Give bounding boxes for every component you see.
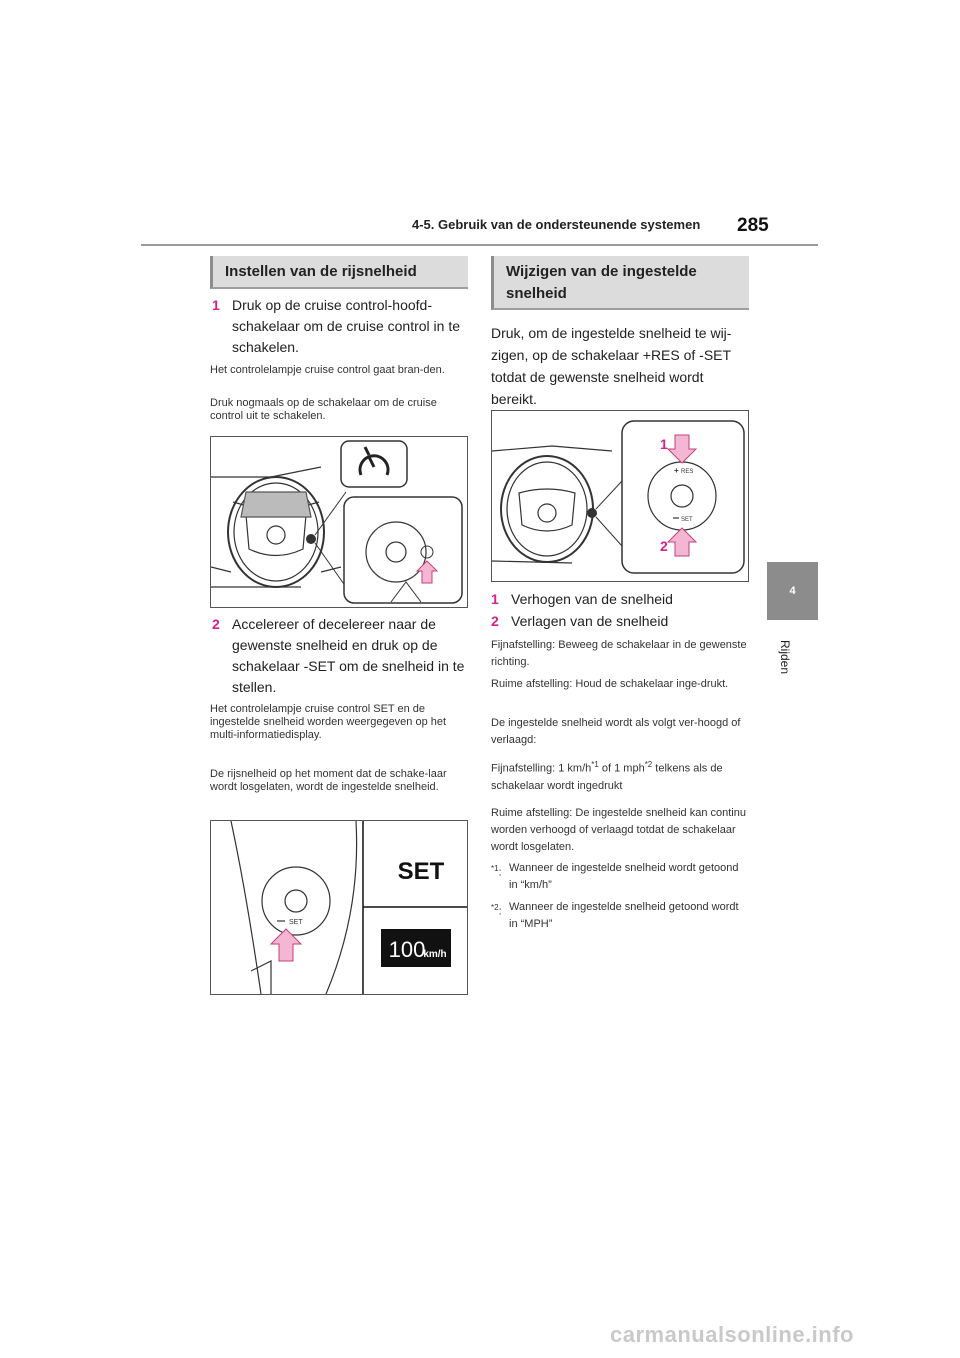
- step-2: [212, 614, 468, 702]
- press-arrow: [271, 929, 301, 961]
- note-increment-intro: De ingestelde snelheid wordt als volgt ver-hoogd of verlaagd:: [491, 717, 741, 746]
- step-text: Druk op de cruise control-hoofd-schakelaar om de cruise control in te schakelen.: [232, 297, 460, 355]
- plus-icon: +: [674, 466, 679, 475]
- figure-main-switch: [210, 436, 468, 608]
- note-fine-increment: Fijnafstelling: 1 $km/h^{*1}$ of 1 mph$^{*2}$ telkens als de schakelaar wordt ingedrukt: [491, 760, 723, 792]
- callout-1: 1: [660, 436, 668, 452]
- step-1: [212, 295, 468, 361]
- legend-item-2: [491, 611, 749, 632]
- legend-item-1: [491, 589, 749, 610]
- note-coarse-continuous: Ruime afstelling: De ingestelde snelheid kan continu worden verhoogd of verlaagd totdat de schakelaar wordt losgelaten.: [491, 807, 746, 853]
- chapter-label: Rijden: [778, 639, 793, 675]
- heading-change-speed: Wijzigen van de ingestelde snelheid: [491, 256, 749, 310]
- legend-number: 1: [491, 591, 499, 607]
- page-number: 285: [737, 215, 769, 236]
- heading-set-speed: Instellen van de rijsnelheid: [210, 256, 468, 289]
- step-text: Accelereer of decelereer naar de gewenste snelheid en druk op de schakelaar -SET om de snelheid in te stellen.: [232, 616, 465, 695]
- note-lamp-on: Het controlelampje cruise control gaat bran-den.: [210, 364, 445, 376]
- note-release-speed: De rijsnelheid op het moment dat de schake-laar wordt losgelaten, wordt de ingestelde snelheid.: [210, 768, 447, 793]
- speed-value: 100: [388, 937, 426, 962]
- figure-set-switch: [210, 820, 468, 995]
- header-divider: [141, 244, 818, 246]
- note-fine-adjust: Fijnafstelling: Beweeg de schakelaar in de gewenste richting.: [491, 639, 747, 668]
- steering-wheel-illustration: [211, 437, 467, 607]
- figure-res-set: [491, 410, 749, 582]
- watermark: carmanualsonline.info: [610, 1322, 854, 1347]
- callout-2: 2: [660, 538, 668, 554]
- footnote-2: $^{*2}$: Wanneer de ingestelde snelheid getoond wordt in “MPH”: [491, 901, 739, 930]
- set-switch-illustration: [211, 821, 467, 994]
- legend-number: 2: [491, 613, 499, 629]
- chapter-tab[interactable]: [767, 562, 818, 620]
- legend-text: Verlagen van de snelheid: [511, 613, 669, 629]
- set-indicator-text: SET: [397, 858, 445, 885]
- footnote-1: $^{*1}$: Wanneer de ingestelde snelheid wordt getoond in “km/h”: [491, 862, 739, 891]
- intro-paragraph: Druk, om de ingestelde snelheid te wij-zigen, op de schakelaar +RES of -SET totdat de gewenste snelheid wordt bereikt.: [491, 325, 732, 407]
- set-label: SET: [681, 517, 693, 523]
- speed-unit: km/h: [423, 949, 447, 960]
- chapter-tab-number: 4: [789, 585, 796, 597]
- note-switch-off: Druk nogmaals op de schakelaar om de cruise control uit te schakelen.: [210, 397, 437, 422]
- note-set-display: Het controlelampje cruise control SET en de ingestelde snelheid worden weergegeven op het multi-informatiedisplay.: [210, 703, 447, 741]
- step-number: 2: [212, 616, 220, 632]
- legend-text: Verhogen van de snelheid: [511, 591, 673, 607]
- section-header-title: 4-5. Gebruik van de ondersteunende systemen: [412, 217, 701, 232]
- res-set-illustration: [492, 411, 748, 581]
- set-button-label: SET: [289, 919, 303, 926]
- step-number: 1: [212, 297, 220, 313]
- note-coarse-adjust: Ruime afstelling: Houd de schakelaar inge-drukt.: [491, 678, 729, 690]
- res-label: RES: [681, 469, 694, 475]
